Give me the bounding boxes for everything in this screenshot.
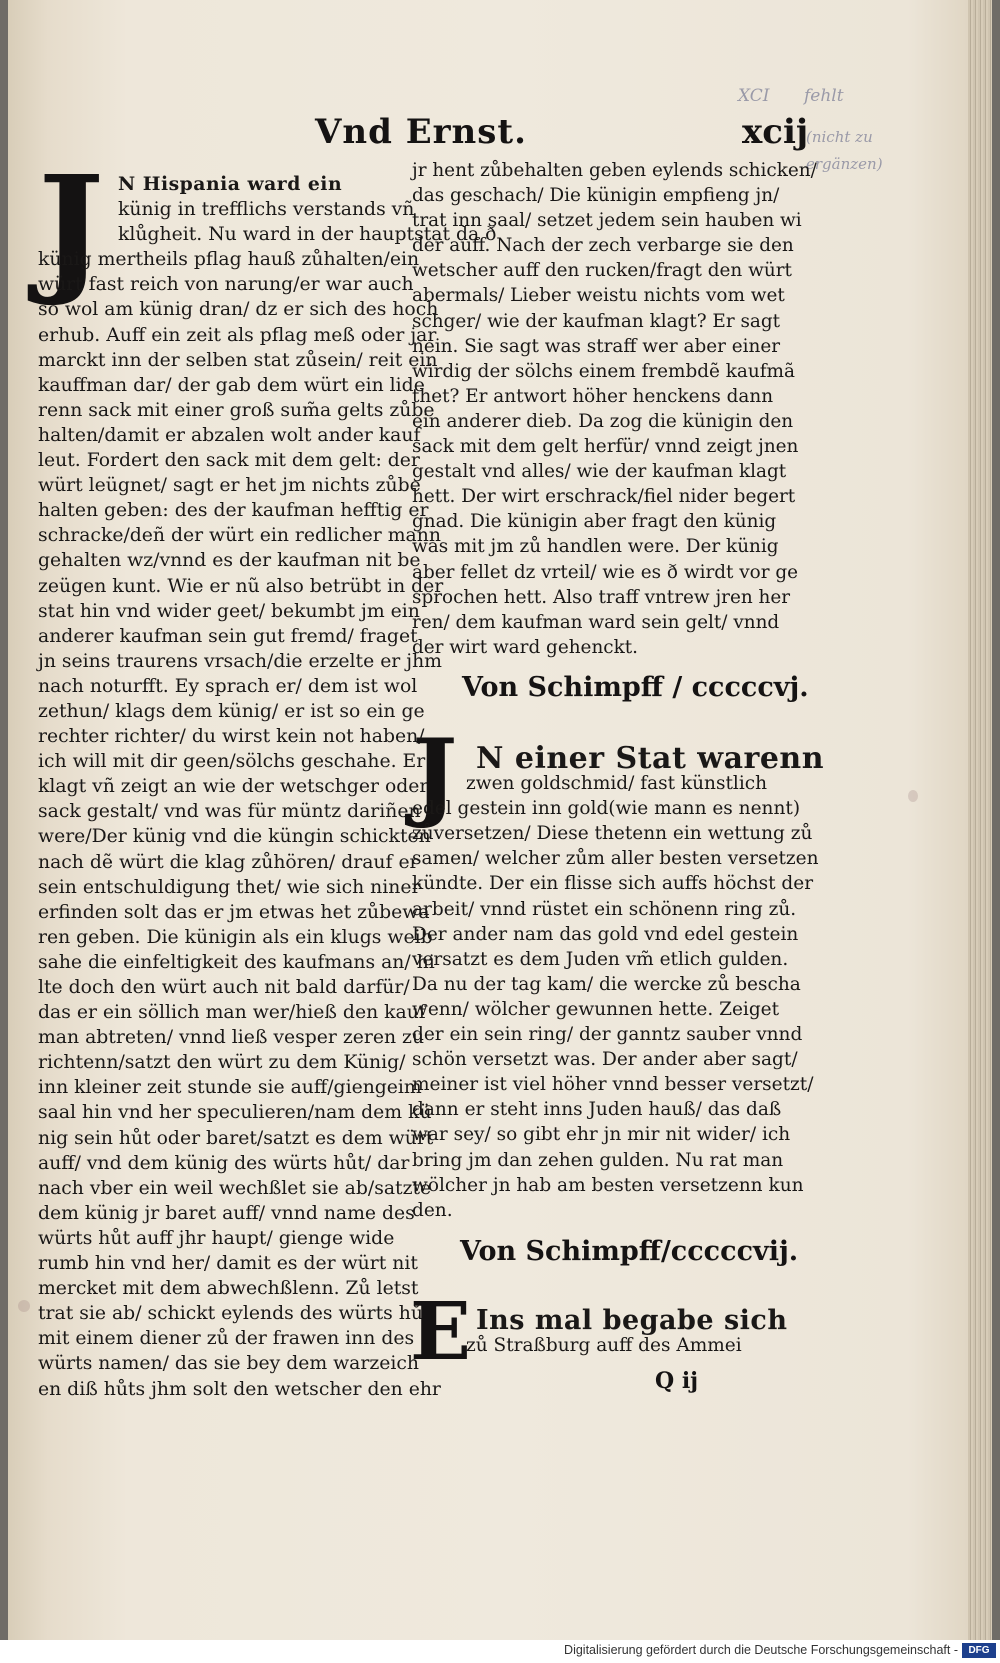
- text-line: nach dẽ würt die klag zůhören/ drauf er: [38, 851, 419, 873]
- folio-number: xcij: [742, 112, 809, 152]
- text-line: würts hůt auff jhr haupt/ gienge wide: [38, 1227, 395, 1249]
- text-line: halten/damit er abzalen wolt ander kauf: [38, 424, 421, 446]
- text-line: würt fast reich von narung/er war auch: [38, 274, 414, 296]
- text-line: nein. Sie sagt was straff wer aber einer: [412, 335, 781, 357]
- text-line: jn seins traurens vrsach/die erzelte er jhm: [38, 650, 442, 672]
- text-line: jr hent zůbehalten geben eylends schicken/: [412, 160, 817, 181]
- text-line: rumb hin vnd her/ damit es der würt nit: [38, 1253, 418, 1275]
- text-line: schracke/deñ der würt ein redlicher mann: [38, 525, 441, 547]
- text-line: das er ein söllich man wer/hieß den kauf: [38, 1002, 426, 1024]
- text-line: Ins mal begabe sich: [476, 1305, 788, 1336]
- text-line: wölcher jn hab am besten versetzenn kun: [412, 1174, 804, 1196]
- text-line: thet? Er antwort höher henckens dann: [412, 385, 774, 407]
- text-line: anderer kaufman sein gut fremd/ fraget: [38, 625, 418, 647]
- text-line: den.: [412, 1199, 453, 1221]
- text-line: Der ander nam das gold vnd edel gestein: [412, 923, 799, 945]
- text-line: en diß hůts jhm solt den wetscher den ehr: [38, 1378, 441, 1400]
- text-line: der auff. Nach der zech verbarge sie den: [412, 235, 794, 257]
- decorated-initial: E: [410, 1284, 471, 1378]
- text-line: erhub. Auff ein zeit als pflag meß oder jar: [38, 324, 437, 346]
- text-line: trat inn saal/ setzet jedem sein hauben wi: [412, 210, 802, 232]
- text-line: der wirt ward gehenckt.: [412, 636, 638, 658]
- text-line: arbeit/ vnnd rüstet ein schönenn ring zů.: [412, 898, 797, 920]
- text-line: zůversetzen/ Diese thetenn ein wettung zů: [412, 823, 813, 845]
- text-line: kauffman dar/ der gab dem würt ein lide: [38, 374, 425, 396]
- text-line: bring jm dan zehen gulden. Nu rat man: [412, 1149, 784, 1171]
- text-line: kündte. Der ein flisse sich auffs höchst der: [412, 873, 814, 895]
- dfg-logo: DFG: [962, 1643, 996, 1658]
- text-line: sein entschuldigung thet/ wie sich niner: [38, 876, 421, 898]
- text-line: trat sie ab/ schickt eylends des würts hůt: [38, 1303, 431, 1325]
- text-line: ren geben. Die künigin als ein klugs weib: [38, 926, 433, 948]
- text-line: inn kleiner zeit stunde sie auff/giengeim: [38, 1077, 422, 1099]
- text-line: zwen goldschmid/ fast künstlich: [466, 773, 768, 795]
- text-line: nig sein hůt oder baret/satzt es dem würt: [38, 1127, 434, 1149]
- text-line: lte doch den würt auch nit bald darfür/: [38, 977, 410, 998]
- text-line: meiner ist viel höher vnnd besser versetzt/: [412, 1074, 814, 1096]
- text-line: wirdig der sölchs einem frembdẽ kaufmã: [412, 360, 795, 382]
- text-line: klagt vñ zeigt an wie der wetschger oder: [38, 776, 429, 798]
- text-line: erfinden solt das er jm etwas het zůbewa: [38, 901, 430, 923]
- text-line: würts namen/ das sie bey dem warzeich: [38, 1353, 419, 1375]
- text-line: nach vber ein weil wechßlet sie ab/satzte: [38, 1177, 432, 1199]
- text-line: abermals/ Lieber weistu nichts vom wet: [412, 285, 785, 307]
- text-line: ein anderer dieb. Da zog die künigin den: [412, 410, 794, 432]
- text-line: versatzt es dem Juden vm̃ etlich gulden.: [412, 948, 789, 970]
- text-line: mercket mit dem abwechßlenn. Zů letst: [38, 1278, 419, 1300]
- left-text-column: [38, 172, 497, 1402]
- page-edges: [968, 0, 992, 1640]
- text-line: marckt inn der selben stat zůsein/ reit ein: [38, 349, 438, 371]
- page-stain: [908, 790, 918, 802]
- text-line: edel gestein inn gold(wie mann es nennt): [412, 798, 801, 820]
- text-line: war sey/ so gibt ehr jn mir nit wider/ ich: [412, 1124, 791, 1146]
- text-line: stat hin vnd wider geet/ bekumbt jm ein: [38, 600, 420, 622]
- footer-credit: Digitalisierung gefördert durch die Deutsche Forschungsgemeinschaft -: [564, 1643, 958, 1657]
- text-line: nach noturfft. Ey sprach er/ dem ist wol: [38, 675, 418, 697]
- text-line: saal hin vnd her speculieren/nam dem kü: [38, 1102, 432, 1124]
- page-stain: [18, 1300, 30, 1312]
- text-line: so wol am künig dran/ dz er sich des hoch: [38, 299, 439, 321]
- text-line: künig in trefflichs verstands vñ: [118, 199, 415, 221]
- right-text-column-mid: [412, 741, 825, 1223]
- right-text-column-bottom: [412, 1305, 788, 1358]
- text-line: sack gestalt/ vnd was für müntz dariñen: [38, 801, 421, 823]
- text-line: gehalten wz/vnnd es der kaufman nit be: [38, 550, 421, 572]
- running-title: Vnd Ernst.: [315, 112, 527, 152]
- text-line: der ein sein ring/ der ganntz sauber vnnd: [412, 1024, 803, 1046]
- text-line: gestalt vnd alles/ wie der kaufman klagt: [412, 461, 787, 483]
- text-line: wenn/ wölcher gewunnen hette. Zeiget: [412, 998, 780, 1020]
- section-heading: Von Schimpff/cccccvij.: [460, 1236, 799, 1267]
- decorated-initial: J: [412, 718, 458, 831]
- text-line: aber fellet dz vrteil/ wie es ð wirdt vor ge: [412, 561, 799, 583]
- pencil-note: fehlt: [804, 86, 844, 106]
- text-line: auff/ vnd dem künig des würts hůt/ dar: [38, 1152, 410, 1174]
- section-heading: Von Schimpff / cccccvj.: [462, 672, 809, 703]
- pencil-note: (nicht zu ergänzen): [806, 128, 883, 173]
- text-line: rechter richter/ du wirst kein not haben/: [38, 726, 425, 748]
- pencil-note: XCI: [738, 86, 770, 106]
- text-line: klůgheit. Nu ward in der hauptstat da ð: [118, 224, 497, 246]
- text-line: ren/ dem kaufman ward sein gelt/ vnnd: [412, 611, 780, 633]
- text-line: halten geben: des der kaufman hefftig er: [38, 500, 429, 522]
- text-line: schger/ wie der kaufman klagt? Er sagt: [412, 310, 781, 332]
- text-line: dem künig jr baret auff/ vnnd name des: [38, 1202, 415, 1224]
- text-line: leut. Fordert den sack mit dem gelt: der: [38, 450, 420, 472]
- signature-mark: Q ij: [655, 1368, 699, 1394]
- text-line: sack mit dem gelt herfür/ vnnd zeigt jnen: [412, 436, 799, 458]
- text-line: künig mertheils pflag hauß zůhalten/ein: [38, 249, 420, 271]
- text-line: zethun/ klags dem künig/ er ist so ein ge: [38, 700, 425, 722]
- text-line: samen/ welcher zům aller besten versetzen: [412, 848, 819, 870]
- footer-bar: [0, 1640, 1000, 1663]
- text-line: was mit jm zů handlen were. Der künig: [412, 536, 779, 558]
- text-line: ich will mit dir geen/sölchs geschahe. Er: [38, 751, 426, 773]
- text-line: N einer Stat warenn: [476, 741, 825, 776]
- text-line: schön versetzt was. Der ander aber sagt/: [412, 1049, 798, 1071]
- text-line: man abtreten/ vnnd ließ vesper zeren zu: [38, 1027, 425, 1049]
- text-line: richtenn/satzt den würt zu dem Künig/: [38, 1052, 406, 1074]
- text-line: renn sack mit einer groß sum̃a gelts zůbe: [38, 399, 435, 421]
- text-line: würt leügnet/ sagt er het jm nichts zůbe: [38, 475, 421, 497]
- text-line: Da nu der tag kam/ die wercke zů bescha: [412, 973, 801, 995]
- text-line: gnad. Die künigin aber fragt den künig: [412, 511, 777, 533]
- text-line: zeügen kunt. Wie er nũ also betrübt in der: [38, 575, 444, 597]
- text-line: dann er steht inns Juden hauß/ das daß: [412, 1099, 782, 1121]
- text-line: das geschach/ Die künigin empfieng jn/: [412, 185, 780, 207]
- text-line: sahe die einfeltigkeit des kaufmans an/ hi: [38, 951, 435, 973]
- text-line: sprochen hett. Also traff vntrew jren her: [412, 586, 791, 608]
- text-line: N Hispania ward ein: [118, 173, 343, 195]
- text-line: wetscher auff den rucken/fragt den würt: [412, 260, 792, 282]
- text-line: zů Straßburg auff des Ammei: [466, 1335, 742, 1357]
- decorated-initial: J: [38, 146, 105, 310]
- right-text-column-top: [412, 158, 817, 660]
- text-line: mit einem diener zů der frawen inn des: [38, 1328, 415, 1350]
- text-line: were/Der künig vnd die küngin schickten: [38, 826, 431, 848]
- text-line: hett. Der wirt erschrack/fiel nider begert: [412, 486, 796, 508]
